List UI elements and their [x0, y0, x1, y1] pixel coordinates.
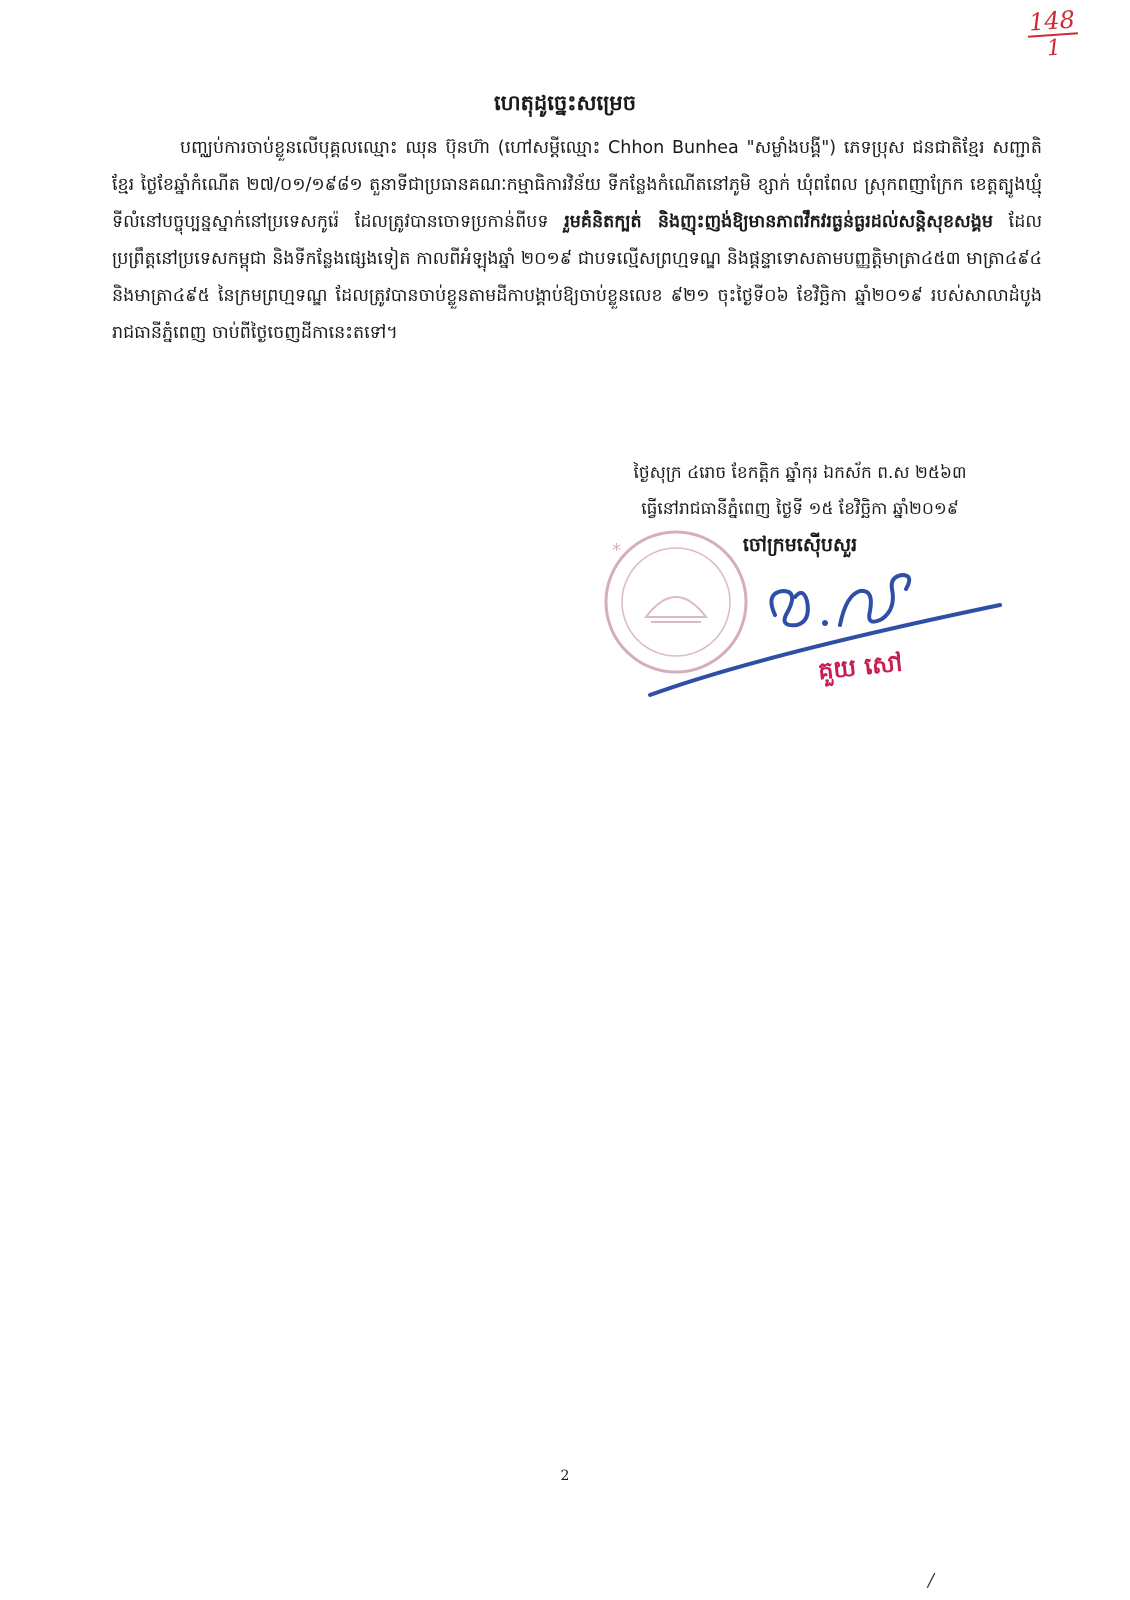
decision-heading: ហេតុដូច្នេះសម្រេច: [493, 91, 637, 115]
decision-body: [112, 130, 1042, 352]
body-part-2: ដែលប្រព្រឹត្តនៅប្រទេសកម្ពុជា និងទីកន្លែងផ្សេងទៀត កាលពីអំឡុងឆ្នាំ ២០១៩ ជាបទល្មើសព្រហ្មទណ្ឌ និងផ្ដន្ទាទោសតាមបញ្ញត្តិមាត្រា៤៥៣ មាត្រា៤៩៤ និងមាត្រា៤៩៥ នៃក្រមព្រហ្មទណ្ឌ ដែលត្រូវបានចាប់ខ្លួនតាមដីកាបង្គាប់ឱ្យចាប់ខ្លួនលេខ ៩២១ ចុះថ្ងៃទី០៦ ខែវិច្ឆិកា ឆ្នាំ២០១៩ របស់សាលាដំបូងរាជធានីភ្នំពេញ ចាប់ពីថ្ងៃចេញដីកានេះតទៅ។: [112, 212, 1043, 343]
page-number-top: 148: [1026, 6, 1078, 37]
lunar-date: ថ្ងៃសុក្រ ៤រោច ខែកត្ដិក ឆ្នាំកុរ ឯកស័ក ព.ស ២៥៦៣: [633, 463, 967, 483]
margin-mark: /: [928, 1570, 935, 1591]
solar-date: ធ្វើនៅរាជធានីភ្នំពេញ ថ្ងៃទី ១៥ ខែវិច្ឆិកា ឆ្នាំ២០១៩: [641, 499, 959, 519]
page-number-bottom: 1: [1046, 35, 1062, 62]
handwritten-page-number: [1026, 6, 1079, 63]
body-part-1: បញ្ឈប់ការចាប់ខ្លួនលើបុគ្គលឈ្មោះ ឈុន ប៊ុនហ៊ា (ហៅសម្ដីឈ្មោះ Chhon Bunhea "សម្លាំងបង្គី") ភេទប្រុស ជនជាតិខ្មែរ សញ្ជាតិខ្មែរ ថ្ងៃខែឆ្នាំកំណើត ២៧/០១/១៩៨១ តួនាទីជាប្រធានគណៈកម្មាធិការវិន័យ ទីកន្លែងកំណើតនៅភូមិ ខ្សាក់ ឃុំពពែល ស្រុកពញាក្រែក ខេត្តត្បូងឃ្មុំ ទីលំនៅបច្ចុប្បន្នស្នាក់នៅប្រទេសកូរ៉េ ដែលត្រូវបានចោទប្រកាន់ពីបទ: [112, 138, 1042, 232]
body-charge-bold: រួមគំនិតក្បត់ និងញុះញង់ឱ្យមានភាពវឹកវរធ្ងន់ធ្ងរដល់សន្តិសុខសង្គម: [564, 212, 993, 232]
signer-name: គួយ សៅ: [816, 648, 904, 686]
svg-text:*: *: [612, 540, 621, 561]
footer-page-number: 2: [560, 1468, 570, 1484]
signatory-title: ចៅក្រមស៊ើបសួរ: [742, 534, 858, 556]
